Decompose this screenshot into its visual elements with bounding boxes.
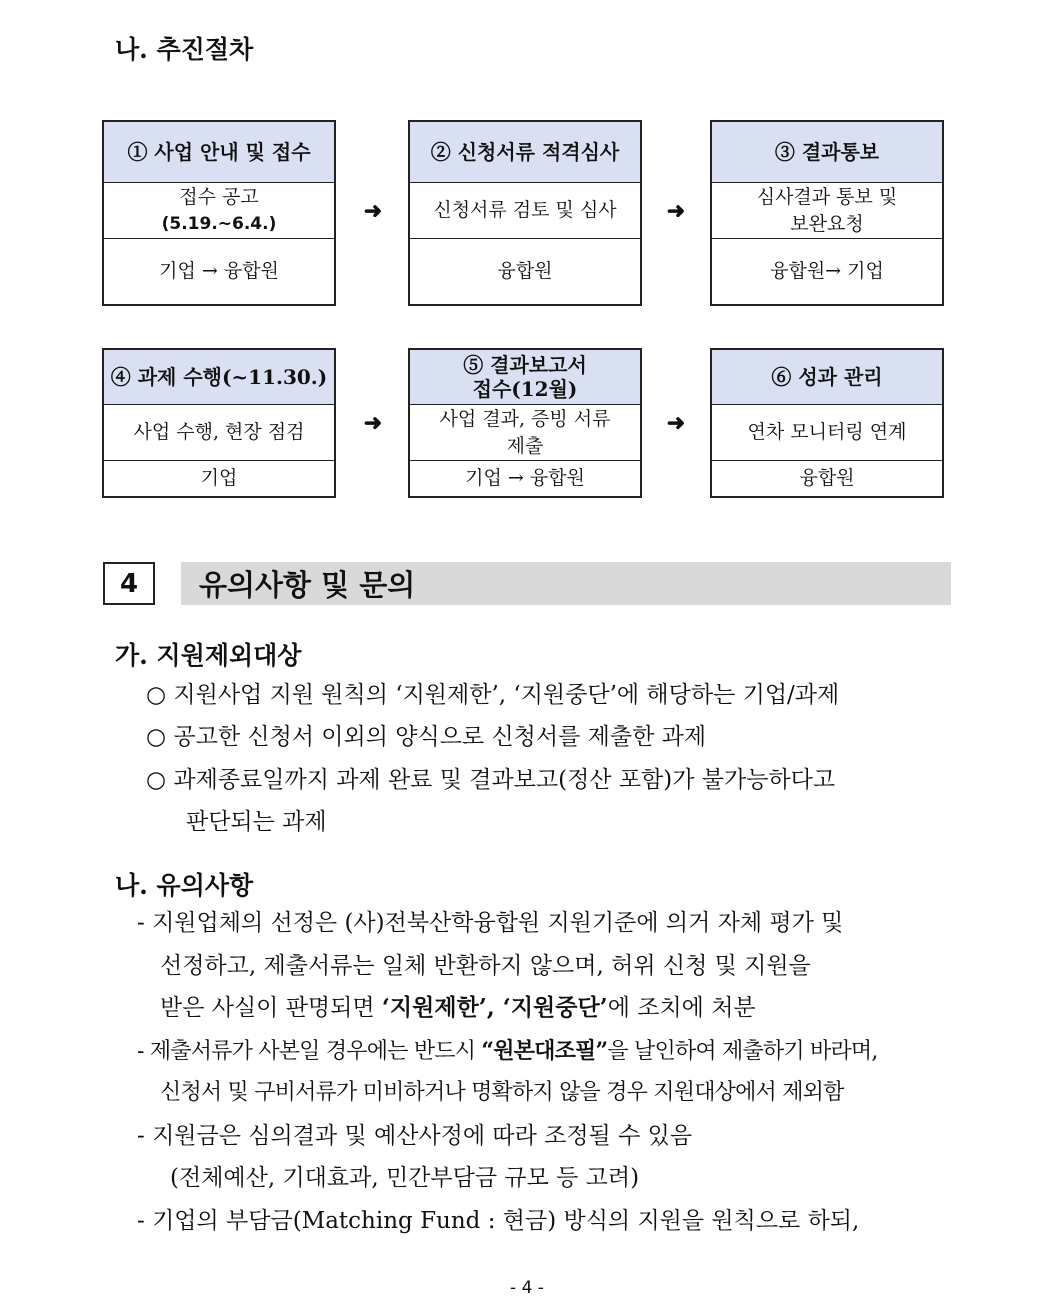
flow-step-title: ③ 결과통보 <box>712 122 942 182</box>
flow-step-task <box>410 182 640 238</box>
notes-heading: 나. 유의사항 <box>115 871 254 900</box>
flow-step-title: ① 사업 안내 및 접수 <box>104 122 334 182</box>
flow-task-line: 사업 결과, 증빙 서류 <box>439 407 611 430</box>
note-line: - 지원업체의 선정은 (사)전북산학융합원 지원기준에 의거 자체 평가 및 <box>137 910 844 936</box>
flow-step-actor: 기업 <box>104 460 334 496</box>
flow-task-line: 접수 공고 <box>179 185 259 208</box>
note-text: 을 날인하여 제출하기 바라며, <box>607 1039 878 1064</box>
flow-task-line: 신청서류 검토 및 심사 <box>433 199 617 221</box>
note-text: - 제출서류가 사본일 경우에는 반드시 <box>137 1039 482 1064</box>
flow-title-line: ⑤ 결과보고서 <box>463 353 587 377</box>
note-line: - 지원금은 심의결과 및 예산사정에 따라 조정될 수 있음 <box>137 1123 693 1149</box>
note-line: 신청서 및 구비서류가 미비하거나 명확하지 않을 경우 지원대상에서 제외함 <box>160 1080 844 1105</box>
exclusion-item: ○ 지원사업 지원 원칙의 ‘지원제한’, ‘지원중단’에 해당하는 기업/과제 <box>146 682 840 708</box>
note-line <box>137 1036 878 1067</box>
flow-step-title: ② 신청서류 적격심사 <box>410 122 640 182</box>
note-text: 에 조치에 처분 <box>607 995 756 1021</box>
flow-task-line: 심사결과 통보 및 <box>756 185 898 208</box>
flow-step-2 <box>408 120 642 306</box>
flow-step-title: ④ 과제 수행(~11.30.) <box>104 350 334 404</box>
flow-task-line: 보완요청 <box>790 212 864 235</box>
flow-task-line: (5.19.~6.4.) <box>161 213 277 234</box>
flow-step-task <box>410 404 640 460</box>
procedure-heading: 나. 추진절차 <box>115 35 254 64</box>
flow-step-title <box>410 350 640 404</box>
flow-task-line: 제출 <box>506 434 544 457</box>
note-line: - 기업의 부담금(Matching Fund : 현금) 방식의 지원을 원칙으로 하되, <box>137 1208 860 1234</box>
flow-step-actor: 융합원 <box>410 238 640 304</box>
flow-step-1 <box>102 120 336 306</box>
flow-arrow: ➜ <box>363 198 383 224</box>
flow-step-5 <box>408 348 642 498</box>
flow-arrow: ➜ <box>666 410 686 436</box>
flow-step-actor: 융합원→ 기업 <box>712 238 942 304</box>
exclusion-item: ○ 공고한 신청서 이외의 양식으로 신청서를 제출한 과제 <box>146 724 707 750</box>
flow-step-actor: 기업 → 융합원 <box>104 238 334 304</box>
flow-title-line: 접수(12월) <box>472 377 578 401</box>
note-text: 받은 사실이 판명되면 <box>160 995 382 1021</box>
note-emphasis: “원본대조필” <box>481 1038 608 1064</box>
flow-step-3 <box>710 120 944 306</box>
section-number: 4 <box>103 562 155 605</box>
flow-arrow: ➜ <box>666 198 686 224</box>
flow-arrow: ➜ <box>363 410 383 436</box>
flow-step-task <box>104 182 334 238</box>
exclusion-item: ○ 과제종료일까지 과제 완료 및 결과보고(정산 포함)가 불가능하다고 <box>146 767 836 793</box>
flow-step-6 <box>710 348 944 498</box>
note-line: (전체예산, 기대효과, 민간부담금 규모 등 고려) <box>170 1165 640 1191</box>
flow-task-line: 사업 수행, 현장 점검 <box>133 421 305 443</box>
flow-step-task <box>104 404 334 460</box>
note-line: 선정하고, 제출서류는 일체 반환하지 않으며, 허위 신청 및 지원을 <box>160 953 811 979</box>
flow-step-title: ⑥ 성과 관리 <box>712 350 942 404</box>
note-line <box>160 993 756 1023</box>
flow-step-task <box>712 404 942 460</box>
note-emphasis: ‘지원제한’, ‘지원중단’ <box>381 994 608 1021</box>
flow-step-4 <box>102 348 336 498</box>
exclusion-heading: 가. 지원제외대상 <box>115 641 302 670</box>
flow-step-task <box>712 182 942 238</box>
exclusion-item-continuation: 판단되는 과제 <box>186 809 327 835</box>
flow-step-actor: 기업 → 융합원 <box>410 460 640 496</box>
page-number: - 4 - <box>510 1278 544 1298</box>
flow-step-actor: 융합원 <box>712 460 942 496</box>
section-title: 유의사항 및 문의 <box>181 562 951 605</box>
flow-task-line: 연차 모니터링 연계 <box>747 421 907 443</box>
